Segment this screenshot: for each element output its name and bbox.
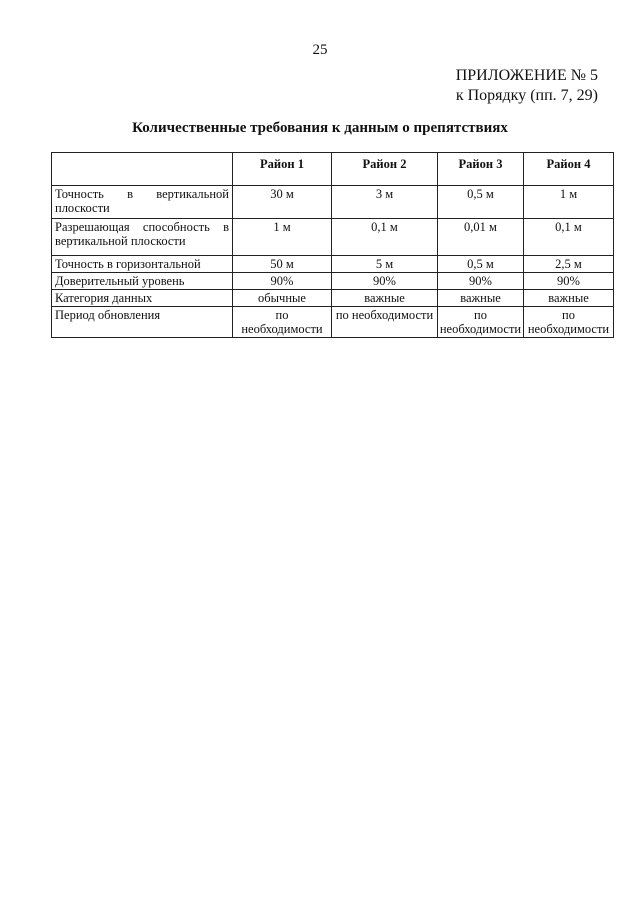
table-cell: 90% — [524, 273, 614, 290]
row-label: Период обновления — [52, 307, 233, 338]
table-cell: 90% — [332, 273, 438, 290]
table-cell: по необходимости — [438, 307, 524, 338]
table-row — [52, 307, 614, 338]
appendix-line-1: ПРИЛОЖЕНИЕ № 5 — [455, 67, 598, 84]
page-number: 25 — [312, 42, 328, 58]
table-cell: 2,5 м — [524, 256, 614, 273]
table-cell: по необходимости — [332, 307, 438, 338]
table-row — [52, 219, 614, 256]
table-row — [52, 186, 614, 219]
table-row — [52, 290, 614, 307]
table-header-cell: Район 3 — [438, 153, 524, 186]
table-cell: 30 м — [233, 186, 332, 219]
table-cell: по необходимости — [524, 307, 614, 338]
row-label: Точность в вертикальной плоскости — [52, 186, 233, 219]
table-cell: обычные — [233, 290, 332, 307]
table-cell: важные — [332, 290, 438, 307]
appendix-heading — [456, 66, 598, 106]
table-cell: 0,1 м — [524, 219, 614, 256]
table-cell: 1 м — [524, 186, 614, 219]
table-cell: по необходимости — [233, 307, 332, 338]
row-label: Разрешающая способность в вертикальной плоскости — [52, 219, 233, 256]
table-row — [52, 256, 614, 273]
table-header-cell: Район 2 — [332, 153, 438, 186]
table-cell: важные — [438, 290, 524, 307]
table-row — [52, 273, 614, 290]
table-cell: 50 м — [233, 256, 332, 273]
table-cell: 5 м — [332, 256, 438, 273]
document-title: Количественные требования к данным о препятствиях — [132, 120, 508, 136]
table-header-cell: Район 1 — [233, 153, 332, 186]
row-label: Категория данных — [52, 290, 233, 307]
table-cell: 1 м — [233, 219, 332, 256]
table-cell: 90% — [438, 273, 524, 290]
table-cell: 0,5 м — [438, 256, 524, 273]
table-cell: 0,5 м — [438, 186, 524, 219]
table-cell: 90% — [233, 273, 332, 290]
table-cell: 3 м — [332, 186, 438, 219]
table-header-cell — [52, 153, 233, 186]
table-header-row — [52, 153, 614, 186]
row-label: Доверительный уровень — [52, 273, 233, 290]
table-cell: 0,1 м — [332, 219, 438, 256]
table-header-cell: Район 4 — [524, 153, 614, 186]
table-cell: важные — [524, 290, 614, 307]
requirements-table — [51, 152, 614, 338]
appendix-line-2: к Порядку (пп. 7, 29) — [455, 87, 598, 104]
row-label: Точность в горизонтальной — [52, 256, 233, 273]
table-cell: 0,01 м — [438, 219, 524, 256]
